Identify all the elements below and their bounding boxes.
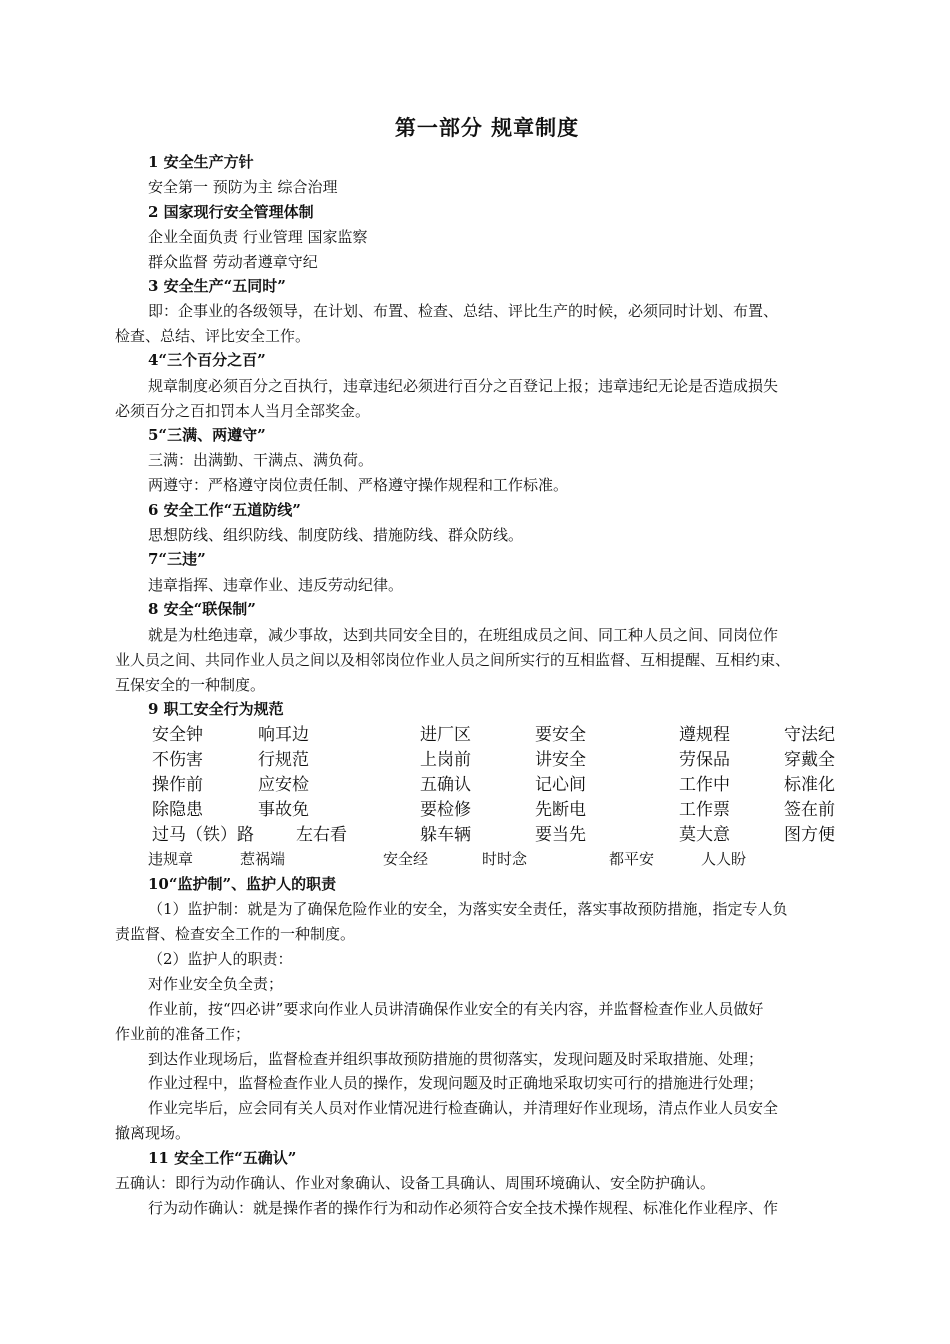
paragraph-line: 作业过程中，监督检查作业人员的操作，发现问题及时正确地采取切实可行的措施进行处理； bbox=[148, 1074, 764, 1092]
conduct-phrase: 事故免 bbox=[258, 800, 309, 820]
paragraph-line: 就是为杜绝违章，减少事故，达到共同安全目的，在班组成员之间、同工种人员之间、同岗位作 bbox=[148, 626, 779, 644]
conduct-phrase: 操作前 bbox=[152, 775, 203, 795]
conduct-phrase: 莫大意 bbox=[679, 825, 730, 845]
paragraph-line: 撤离现场。 bbox=[115, 1124, 191, 1142]
conduct-phrase: 穿戴全 bbox=[784, 750, 835, 770]
conduct-phrase: 要安全 bbox=[535, 725, 586, 745]
conduct-phrase: 守法纪 bbox=[784, 725, 835, 745]
paragraph-line: 即：企事业的各级领导，在计划、布置、检查、总结、评比生产的时候，必须同时计划、布置、 bbox=[148, 302, 779, 320]
paragraph-line: 业人员之间、共同作业人员之间以及相邻岗位作业人员之间所实行的互相监督、互相提醒、互相约束、 bbox=[115, 651, 791, 669]
conduct-phrase: 躲车辆 bbox=[420, 825, 471, 845]
section-heading-3: 3 安全生产“五同时” bbox=[148, 277, 286, 295]
paragraph-line: 五确认：即行为动作确认、作业对象确认、设备工具确认、周围环境确认、安全防护确认。 bbox=[115, 1174, 716, 1192]
conduct-phrase: 劳保品 bbox=[679, 750, 730, 770]
paragraph-line: 群众监督 劳动者遵章守纪 bbox=[148, 253, 318, 271]
paragraph-line: 互保安全的一种制度。 bbox=[115, 676, 266, 694]
conduct-phrase: 违规章 bbox=[148, 850, 194, 868]
page-title: 第一部分 规章制度 bbox=[394, 115, 580, 140]
paragraph-line: 安全第一 预防为主 综合治理 bbox=[148, 178, 338, 196]
section-heading-1: 1 安全生产方针 bbox=[148, 153, 254, 171]
conduct-phrase: 安全经 bbox=[383, 850, 429, 868]
paragraph-line: 必须百分之百扣罚本人当月全部奖金。 bbox=[115, 402, 371, 420]
paragraph-line: （2）监护人的职责： bbox=[148, 950, 293, 968]
conduct-phrase: 惹祸端 bbox=[240, 850, 286, 868]
conduct-phrase: 五确认 bbox=[420, 775, 471, 795]
paragraph-line: （1）监护制：就是为了确保危险作业的安全，为落实安全责任，落实事故预防措施，指定专人负 bbox=[148, 900, 788, 918]
paragraph-line: 三满：出满勤、干满点、满负荷。 bbox=[148, 451, 374, 469]
conduct-phrase: 左右看 bbox=[296, 825, 347, 845]
paragraph-line: 违章指挥、违章作业、违反劳动纪律。 bbox=[148, 576, 404, 594]
section-heading-6: 6 安全工作“五道防线” bbox=[148, 501, 301, 519]
conduct-phrase: 工作票 bbox=[679, 800, 730, 820]
conduct-phrase: 应安检 bbox=[258, 775, 309, 795]
paragraph-line: 到达作业现场后，监督检查并组织事故预防措施的贯彻落实，发现问题及时采取措施、处理； bbox=[148, 1050, 764, 1068]
conduct-phrase: 除隐患 bbox=[152, 800, 203, 820]
conduct-phrase: 行规范 bbox=[258, 750, 309, 770]
conduct-phrase: 不伤害 bbox=[152, 750, 203, 770]
section-heading-10: 10“监护制”、监护人的职责 bbox=[148, 875, 337, 893]
paragraph-line: 行为动作确认：就是操作者的操作行为和动作必须符合安全技术操作规程、标准化作业程序、作 bbox=[148, 1199, 779, 1217]
section-heading-4: 4“三个百分之百” bbox=[148, 351, 266, 369]
conduct-phrase: 上岗前 bbox=[420, 750, 471, 770]
conduct-phrase: 安全钟 bbox=[152, 725, 203, 745]
conduct-phrase: 要当先 bbox=[535, 825, 586, 845]
conduct-phrase: 时时念 bbox=[482, 850, 528, 868]
conduct-phrase: 要检修 bbox=[420, 800, 471, 820]
conduct-phrase: 先断电 bbox=[535, 800, 586, 820]
conduct-phrase: 响耳边 bbox=[258, 725, 309, 745]
paragraph-line: 企业全面负责 行业管理 国家监察 bbox=[148, 228, 368, 246]
paragraph-line: 作业前，按“四必讲”要求向作业人员讲清确保作业安全的有关内容，并监督检查作业人员做好 bbox=[148, 1000, 764, 1018]
conduct-phrase: 图方便 bbox=[784, 825, 835, 845]
paragraph-line: 作业前的准备工作； bbox=[115, 1025, 251, 1043]
conduct-phrase: 讲安全 bbox=[535, 750, 586, 770]
conduct-phrase: 人人盼 bbox=[701, 850, 747, 868]
conduct-phrase: 进厂区 bbox=[420, 725, 471, 745]
section-heading-7: 7“三违” bbox=[148, 550, 206, 568]
paragraph-line: 规章制度必须百分之百执行，违章违纪必须进行百分之百登记上报；违章违纪无论是否造成损失 bbox=[148, 377, 779, 395]
paragraph-line: 责监督、检查安全工作的一种制度。 bbox=[115, 925, 356, 943]
paragraph-line: 两遵守：严格遵守岗位责任制、严格遵守操作规程和工作标准。 bbox=[148, 476, 569, 494]
paragraph-line: 作业完毕后，应会同有关人员对作业情况进行检查确认，并清理好作业现场，清点作业人员安全 bbox=[148, 1099, 779, 1117]
section-heading-9: 9 职工安全行为规范 bbox=[148, 700, 284, 718]
section-heading-5: 5“三满、两遵守” bbox=[148, 426, 266, 444]
conduct-phrase: 标准化 bbox=[784, 775, 835, 795]
conduct-phrase: 遵规程 bbox=[679, 725, 730, 745]
paragraph-line: 思想防线、组织防线、制度防线、措施防线、群众防线。 bbox=[148, 526, 524, 544]
conduct-phrase: 工作中 bbox=[679, 775, 730, 795]
section-heading-8: 8 安全“联保制” bbox=[148, 600, 256, 618]
conduct-phrase: 都平安 bbox=[609, 850, 655, 868]
conduct-phrase: 记心间 bbox=[535, 775, 586, 795]
paragraph-line: 对作业安全负全责； bbox=[148, 975, 284, 993]
conduct-phrase: 签在前 bbox=[784, 800, 835, 820]
paragraph-line: 检查、总结、评比安全工作。 bbox=[115, 327, 311, 345]
section-heading-2: 2 国家现行安全管理体制 bbox=[148, 203, 314, 221]
conduct-phrase: 过马（铁）路 bbox=[152, 825, 254, 845]
section-heading-11: 11 安全工作“五确认” bbox=[148, 1149, 297, 1167]
